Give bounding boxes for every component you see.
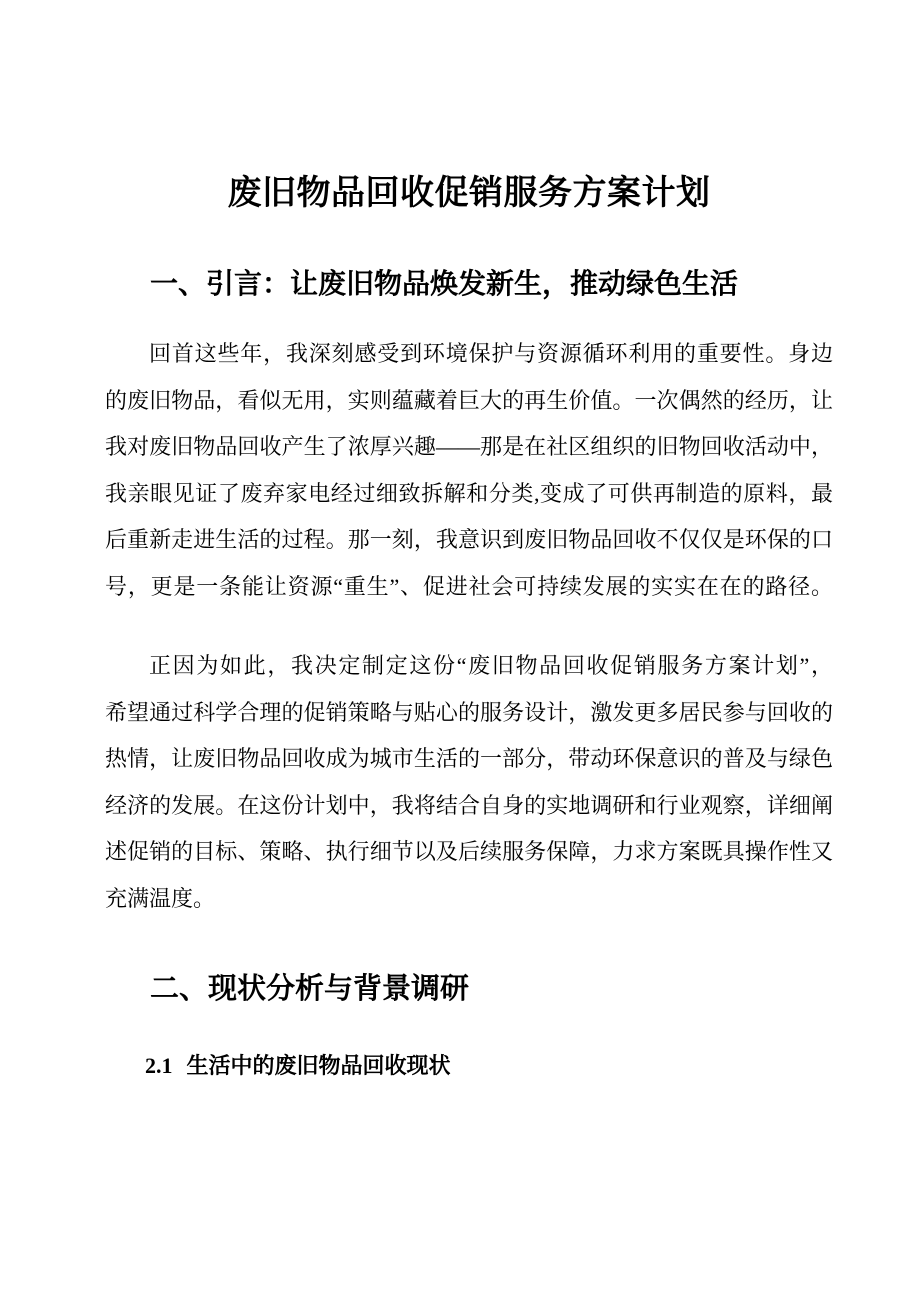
subsection-heading-2-1 — [145, 1049, 833, 1083]
paragraph-1 — [105, 331, 833, 610]
paragraph-line: 希望通过科学合理的促销策略与贴心的服务设计，激发更多居民参与回收的 — [105, 699, 833, 725]
paragraph-line: 经济的发展。在这份计划中，我将结合自身的实地调研和行业观察，详细阐 — [105, 792, 833, 818]
section-heading-intro: 一、引言：让废旧物品焕发新生，推动绿色生活 — [150, 268, 739, 299]
paragraph-line: 充满温度。 — [105, 885, 216, 911]
document-title: 废旧物品回收促销服务方案计划 — [227, 174, 711, 212]
subsection-title: 生活中的废旧物品回收现状 — [186, 1053, 451, 1078]
paragraph-line: 正因为如此，我决定制定这份“废旧物品回收促销服务方案计划”， — [149, 653, 833, 678]
paragraph-line: 号，更是一条能让资源“重生”、促进社会可持续发展的实实在在的路径。 — [105, 573, 833, 599]
paragraph-line: 后重新走进生活的过程。那一刻，我意识到废旧物品回收不仅仅是环保的口 — [105, 527, 833, 552]
paragraph-line: 我对废旧物品回收产生了浓厚兴趣——那是在社区组织的旧物回收活动中， — [105, 434, 833, 459]
subsection-number: 2.1 — [145, 1053, 173, 1078]
paragraph-line: 的废旧物品，看似无用，实则蕴藏着巨大的再生价值。一次偶然的经历，让 — [105, 387, 833, 413]
paragraph-line: 回首这些年，我深刻感受到环境保护与资源循环利用的重要性。身边 — [149, 341, 833, 366]
paragraph-line: 述促销的目标、策略、执行细节以及后续服务保障，力求方案既具操作性又 — [105, 839, 833, 864]
paragraph-line: 我亲眼见证了废弃家电经过细致拆解和分类,变成了可供再制造的原料，最 — [105, 480, 833, 506]
paragraph-line: 热情，让废旧物品回收成为城市生活的一部分，带动环保意识的普及与绿色 — [105, 746, 833, 771]
section-heading-analysis: 二、现状分析与背景调研 — [150, 973, 470, 1005]
paragraph-2 — [105, 643, 833, 922]
